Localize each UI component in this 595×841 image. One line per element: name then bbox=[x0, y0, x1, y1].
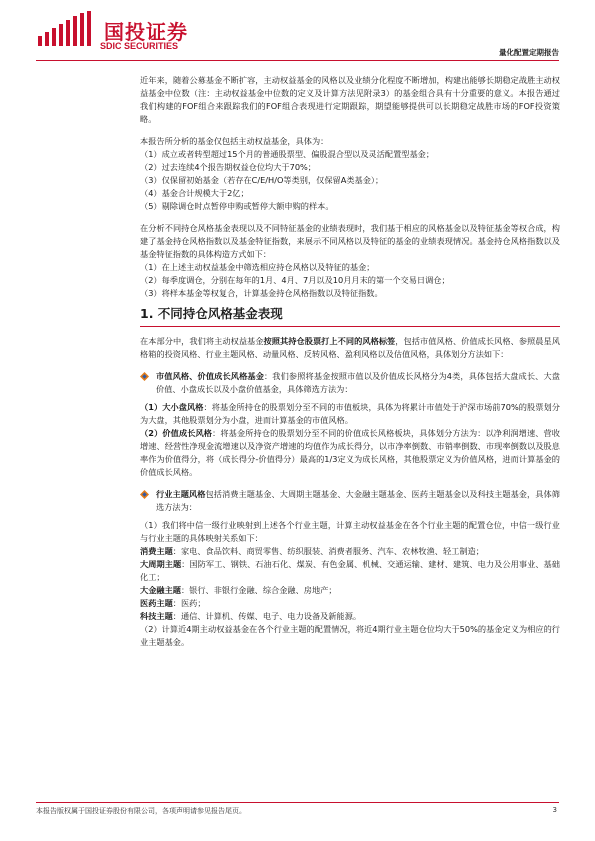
scope-item: （2）过去连续4个报告期权益仓位均大于70%； bbox=[140, 162, 316, 172]
page-number: 3 bbox=[552, 806, 557, 814]
method-item: （3）将样本基金等权复合，计算基金持仓风格指数以及特征指数。 bbox=[140, 288, 383, 298]
scope-item: （3）仅保留初始基金（若存在C/E/H/O等类别，仅保留A类基金）； bbox=[140, 175, 384, 185]
diamond-bullet-icon bbox=[140, 372, 149, 381]
scope-item: （1）成立或者转型超过15个月的普通股票型、偏股混合型以及灵活配置型基金； bbox=[140, 149, 435, 159]
scope-item: （4）基金合计规模大于2亿； bbox=[140, 188, 249, 198]
industry-step-1: （1）我们将中信一级行业映射到上述各个行业主题，计算主动权益基金在各个行业主题的配置仓位，中信一级行业与行业主题的具体映射关系如下： bbox=[140, 520, 560, 543]
value-growth-paragraph: （2）价值成长风格：将基金所持仓的股票划分至不同的价值成长风格板块，具体划分方法为：以净利润增速、营收增速、经营性净现金流增速以及净资产增速的均值作为成长得分，以市净率倒数、市销率倒数、市现率倒数以及股息率作为价值得分，将（成长得分-价值得分）最高的1/3定义为成长风格，其他股票定义为价值风格，进而计算基金的价值成长风格。 bbox=[140, 428, 560, 477]
section-title: 1. 不同持仓风格基金表现 bbox=[140, 306, 283, 321]
diamond-bullet-icon bbox=[140, 490, 149, 499]
size-style-paragraph: （1）大小盘风格：将基金所持仓的股票划分至不同的市值板块，具体为将累计市值处于沪深市场前70%的股票划分为大盘，其他股票划分为小盘，进而计算基金的市值风格。 bbox=[140, 402, 560, 425]
theme-cyclical: 大周期主题：国防军工、钢铁、石油石化、煤炭、有色金属、机械、交通运输、建材、建筑、电力及公用事业、基础化工； bbox=[140, 559, 560, 582]
section-intro: 在本部分中，我们将主动权益基金按照其持仓股票打上不同的风格标签，包括市值风格、价值成长风格、参照晨星风格箱的投资风格、行业主题风格、动量风格、反转风格、盈利风格以及估值风格，具体划分方法如下： bbox=[140, 336, 560, 359]
intro-paragraph: 近年来，随着公募基金不断扩容，主动权益基金的风格以及业绩分化程度不断增加，构建出能够长期稳定战胜主动权益基金中位数（注：主动权益基金中位数的定义及计算方法见附录3）的基金组合具有十分重要的意义。本报告通过我们构建的FOF组合来跟踪我们的FOF组合表现进行定期跟踪，期望能够提供可以长期稳定战胜市场的FOF投资策略。 bbox=[140, 75, 560, 124]
scope-item: （5）剔除调仓时点暂停申购或暂停大额申购的样本。 bbox=[140, 201, 334, 211]
header-divider bbox=[36, 60, 559, 61]
page-header bbox=[0, 0, 595, 62]
method-intro: 在分析不同持仓风格基金表现以及不同特征基金的业绩表现时，我们基于相应的风格基金以及特征基金等权合成，构建了基金持仓风格指数以及基金特征指数，来展示不同风格以及特征的基金的业绩表现情况。基金持仓风格指数以及基金特征指数的具体构造方式如下： bbox=[140, 223, 560, 259]
theme-consumer: 消费主题：家电、食品饮料、商贸零售、纺织服装、消费者服务、汽车、农林牧渔、轻工制造； bbox=[140, 546, 484, 556]
logo-english-name: SDIC SECURITIES bbox=[100, 41, 179, 51]
method-item: （2）每季度调仓，分别在每年的1月、4月、7月以及10月月末的第一个交易日调仓； bbox=[140, 275, 450, 285]
theme-financial: 大金融主题：银行、非银行金融、综合金融、房地产； bbox=[140, 585, 337, 595]
industry-step-2: （2）计算近4期主动权益基金在各个行业主题的配置情况，将近4期行业主题仓位均大于50%的基金定义为相应的行业主题基金。 bbox=[140, 624, 560, 647]
logo-chinese-name: 国投证券 bbox=[104, 20, 188, 44]
theme-pharma: 医药主题：医药； bbox=[140, 598, 206, 608]
main-content bbox=[140, 74, 560, 649]
company-logo bbox=[36, 10, 206, 56]
theme-tech: 科技主题：通信、计算机、传媒、电子、电力设备及新能源。 bbox=[140, 611, 362, 621]
report-type-label: 量化配置定期报告 bbox=[499, 48, 559, 57]
sdic-logo-mark-icon bbox=[36, 10, 96, 48]
method-item: （1）在上述主动权益基金中筛选相应持仓风格以及特征的基金； bbox=[140, 262, 375, 272]
footer-divider bbox=[36, 802, 559, 803]
bullet-size-value: 市值风格、价值成长风格基金：我们参照将基金按照市值以及价值成长风格分为4类，具体包括大盘成长、大盘价值、小盘成长以及小盘价值基金，具体筛选方法为： bbox=[140, 370, 560, 396]
scope-intro: 本报告所分析的基金仅包括主动权益基金，具体为： bbox=[140, 136, 329, 146]
section-divider bbox=[140, 326, 560, 327]
footer-disclaimer: 本报告版权属于国投证券股份有限公司，各项声明请参见报告尾页。 bbox=[36, 807, 246, 815]
bullet-industry-theme: 行业主题风格包括消费主题基金、大周期主题基金、大金融主题基金、医药主题基金以及科技主题基金，具体筛选方法为： bbox=[140, 488, 560, 514]
